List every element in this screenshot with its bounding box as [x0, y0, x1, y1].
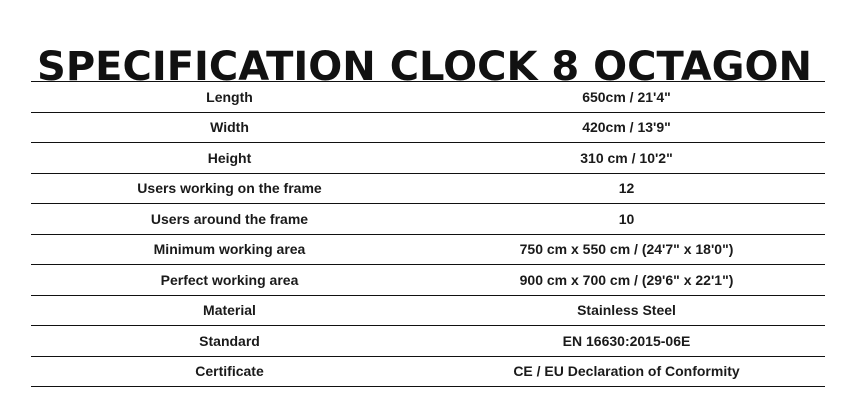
- spec-value: 10: [428, 204, 825, 235]
- spec-value: EN 16630:2015-06E: [428, 326, 825, 357]
- spec-value: Stainless Steel: [428, 295, 825, 326]
- spec-label: Standard: [31, 326, 428, 357]
- spec-label: Width: [31, 112, 428, 143]
- table-row: [31, 265, 825, 296]
- table-row: [31, 295, 825, 326]
- spec-value: CE / EU Declaration of Conformity: [428, 356, 825, 387]
- table-row: [31, 173, 825, 204]
- table-row: [31, 234, 825, 265]
- spec-label: Height: [31, 143, 428, 174]
- specification-table: [31, 81, 825, 387]
- spec-label: Perfect working area: [31, 265, 428, 296]
- spec-value: 750 cm x 550 cm / (24'7" x 18'0"): [428, 234, 825, 265]
- spec-value: 310 cm / 10'2": [428, 143, 825, 174]
- spec-label: Certificate: [31, 356, 428, 387]
- spec-label: Users working on the frame: [31, 173, 428, 204]
- spec-value: 12: [428, 173, 825, 204]
- spec-label: Minimum working area: [31, 234, 428, 265]
- spec-value: 420cm / 13'9": [428, 112, 825, 143]
- table-row: [31, 326, 825, 357]
- table-row: [31, 356, 825, 387]
- table-row: [31, 112, 825, 143]
- spec-value: 650cm / 21'4": [428, 82, 825, 113]
- spec-label: Length: [31, 82, 428, 113]
- table-row: [31, 204, 825, 235]
- table-row: [31, 82, 825, 113]
- table-row: [31, 143, 825, 174]
- spec-value: 900 cm x 700 cm / (29'6" x 22'1"): [428, 265, 825, 296]
- spec-label: Users around the frame: [31, 204, 428, 235]
- page-title: SPECIFICATION CLOCK 8 OCTAGON: [37, 43, 812, 90]
- spec-label: Material: [31, 295, 428, 326]
